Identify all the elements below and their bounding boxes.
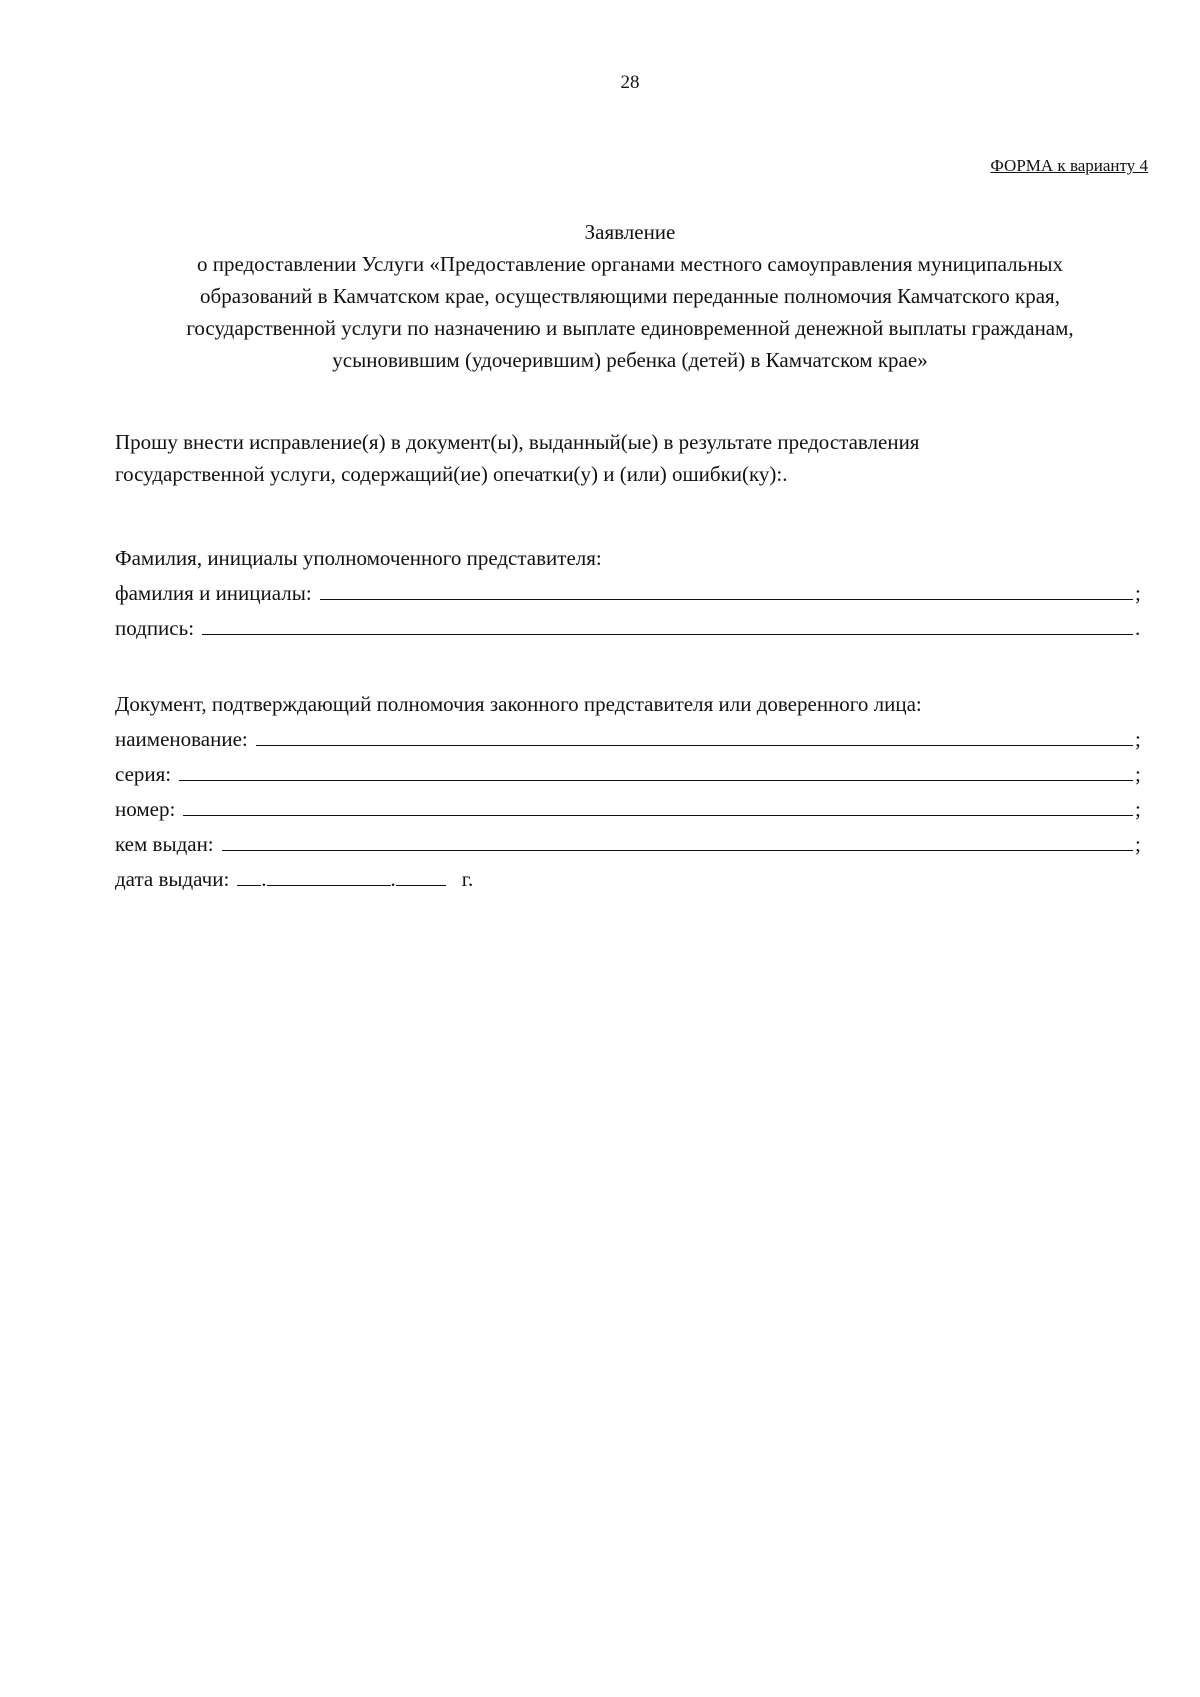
representative-name-row [115, 577, 1145, 612]
field-terminator: ; [1135, 581, 1141, 605]
document-number-row [115, 793, 1145, 828]
title-line: о предоставлении Услуги «Предоставление органами местного самоуправления муниципальных [196, 252, 1064, 276]
representative-heading: Фамилия, инициалы уполномоченного представителя: [115, 546, 602, 570]
date-separator: . [390, 867, 396, 891]
field-label: подпись: [115, 616, 195, 640]
field-terminator: . [1135, 616, 1141, 640]
field-terminator: ; [1135, 832, 1141, 856]
field-label: дата выдачи: [115, 867, 230, 891]
document-title [60, 216, 1200, 376]
date-separator: . [261, 867, 267, 891]
issue-day-field[interactable] [237, 867, 261, 886]
year-suffix: г. [461, 867, 474, 891]
document-name-row [115, 723, 1145, 758]
field-terminator: ; [1135, 762, 1141, 786]
form-reference: ФОРМА к варианту 4 [990, 156, 1148, 175]
field-label: номер: [115, 797, 176, 821]
representative-section [115, 542, 1145, 647]
field-terminator: ; [1135, 727, 1141, 751]
document-series-row [115, 758, 1145, 793]
field-label: серия: [115, 762, 172, 786]
issue-year-field[interactable] [396, 867, 446, 886]
issued-by-row [115, 828, 1145, 863]
request-line: Прошу внести исправление(я) в документ(ы), выданный(ые) в результате предоставления [115, 430, 920, 454]
request-line: государственной услуги, содержащий(ие) опечатки(у) и (или) ошибки(ку):. [115, 462, 788, 486]
signature-field[interactable] [202, 616, 1133, 635]
representative-name-field[interactable] [320, 581, 1133, 600]
document-number-field[interactable] [183, 797, 1133, 816]
field-label: наименование: [115, 727, 248, 751]
title-line: усыновившим (удочерившим) ребенка (детей) в Камчатском крае» [332, 348, 928, 372]
document-series-field[interactable] [179, 762, 1133, 781]
document-name-field[interactable] [256, 727, 1133, 746]
request-paragraph [115, 426, 1145, 490]
issue-month-field[interactable] [267, 867, 391, 886]
title-heading: Заявление [584, 220, 676, 244]
title-line: государственной услуги по назначению и выплате единовременной денежной выплаты гражданам, [186, 316, 1074, 340]
authority-document-heading: Документ, подтверждающий полномочия законного представителя или доверенного лица: [115, 692, 922, 716]
issue-date-row [115, 863, 1145, 898]
field-label: кем выдан: [115, 832, 214, 856]
issued-by-field[interactable] [222, 832, 1133, 851]
field-label: фамилия и инициалы: [115, 581, 312, 605]
field-terminator: ; [1135, 797, 1141, 821]
representative-signature-row [115, 612, 1145, 647]
title-line: образований в Камчатском крае, осуществляющими переданные полномочия Камчатского края, [200, 284, 1060, 308]
page-number: 28 [620, 72, 640, 93]
authority-document-section [115, 688, 1145, 898]
